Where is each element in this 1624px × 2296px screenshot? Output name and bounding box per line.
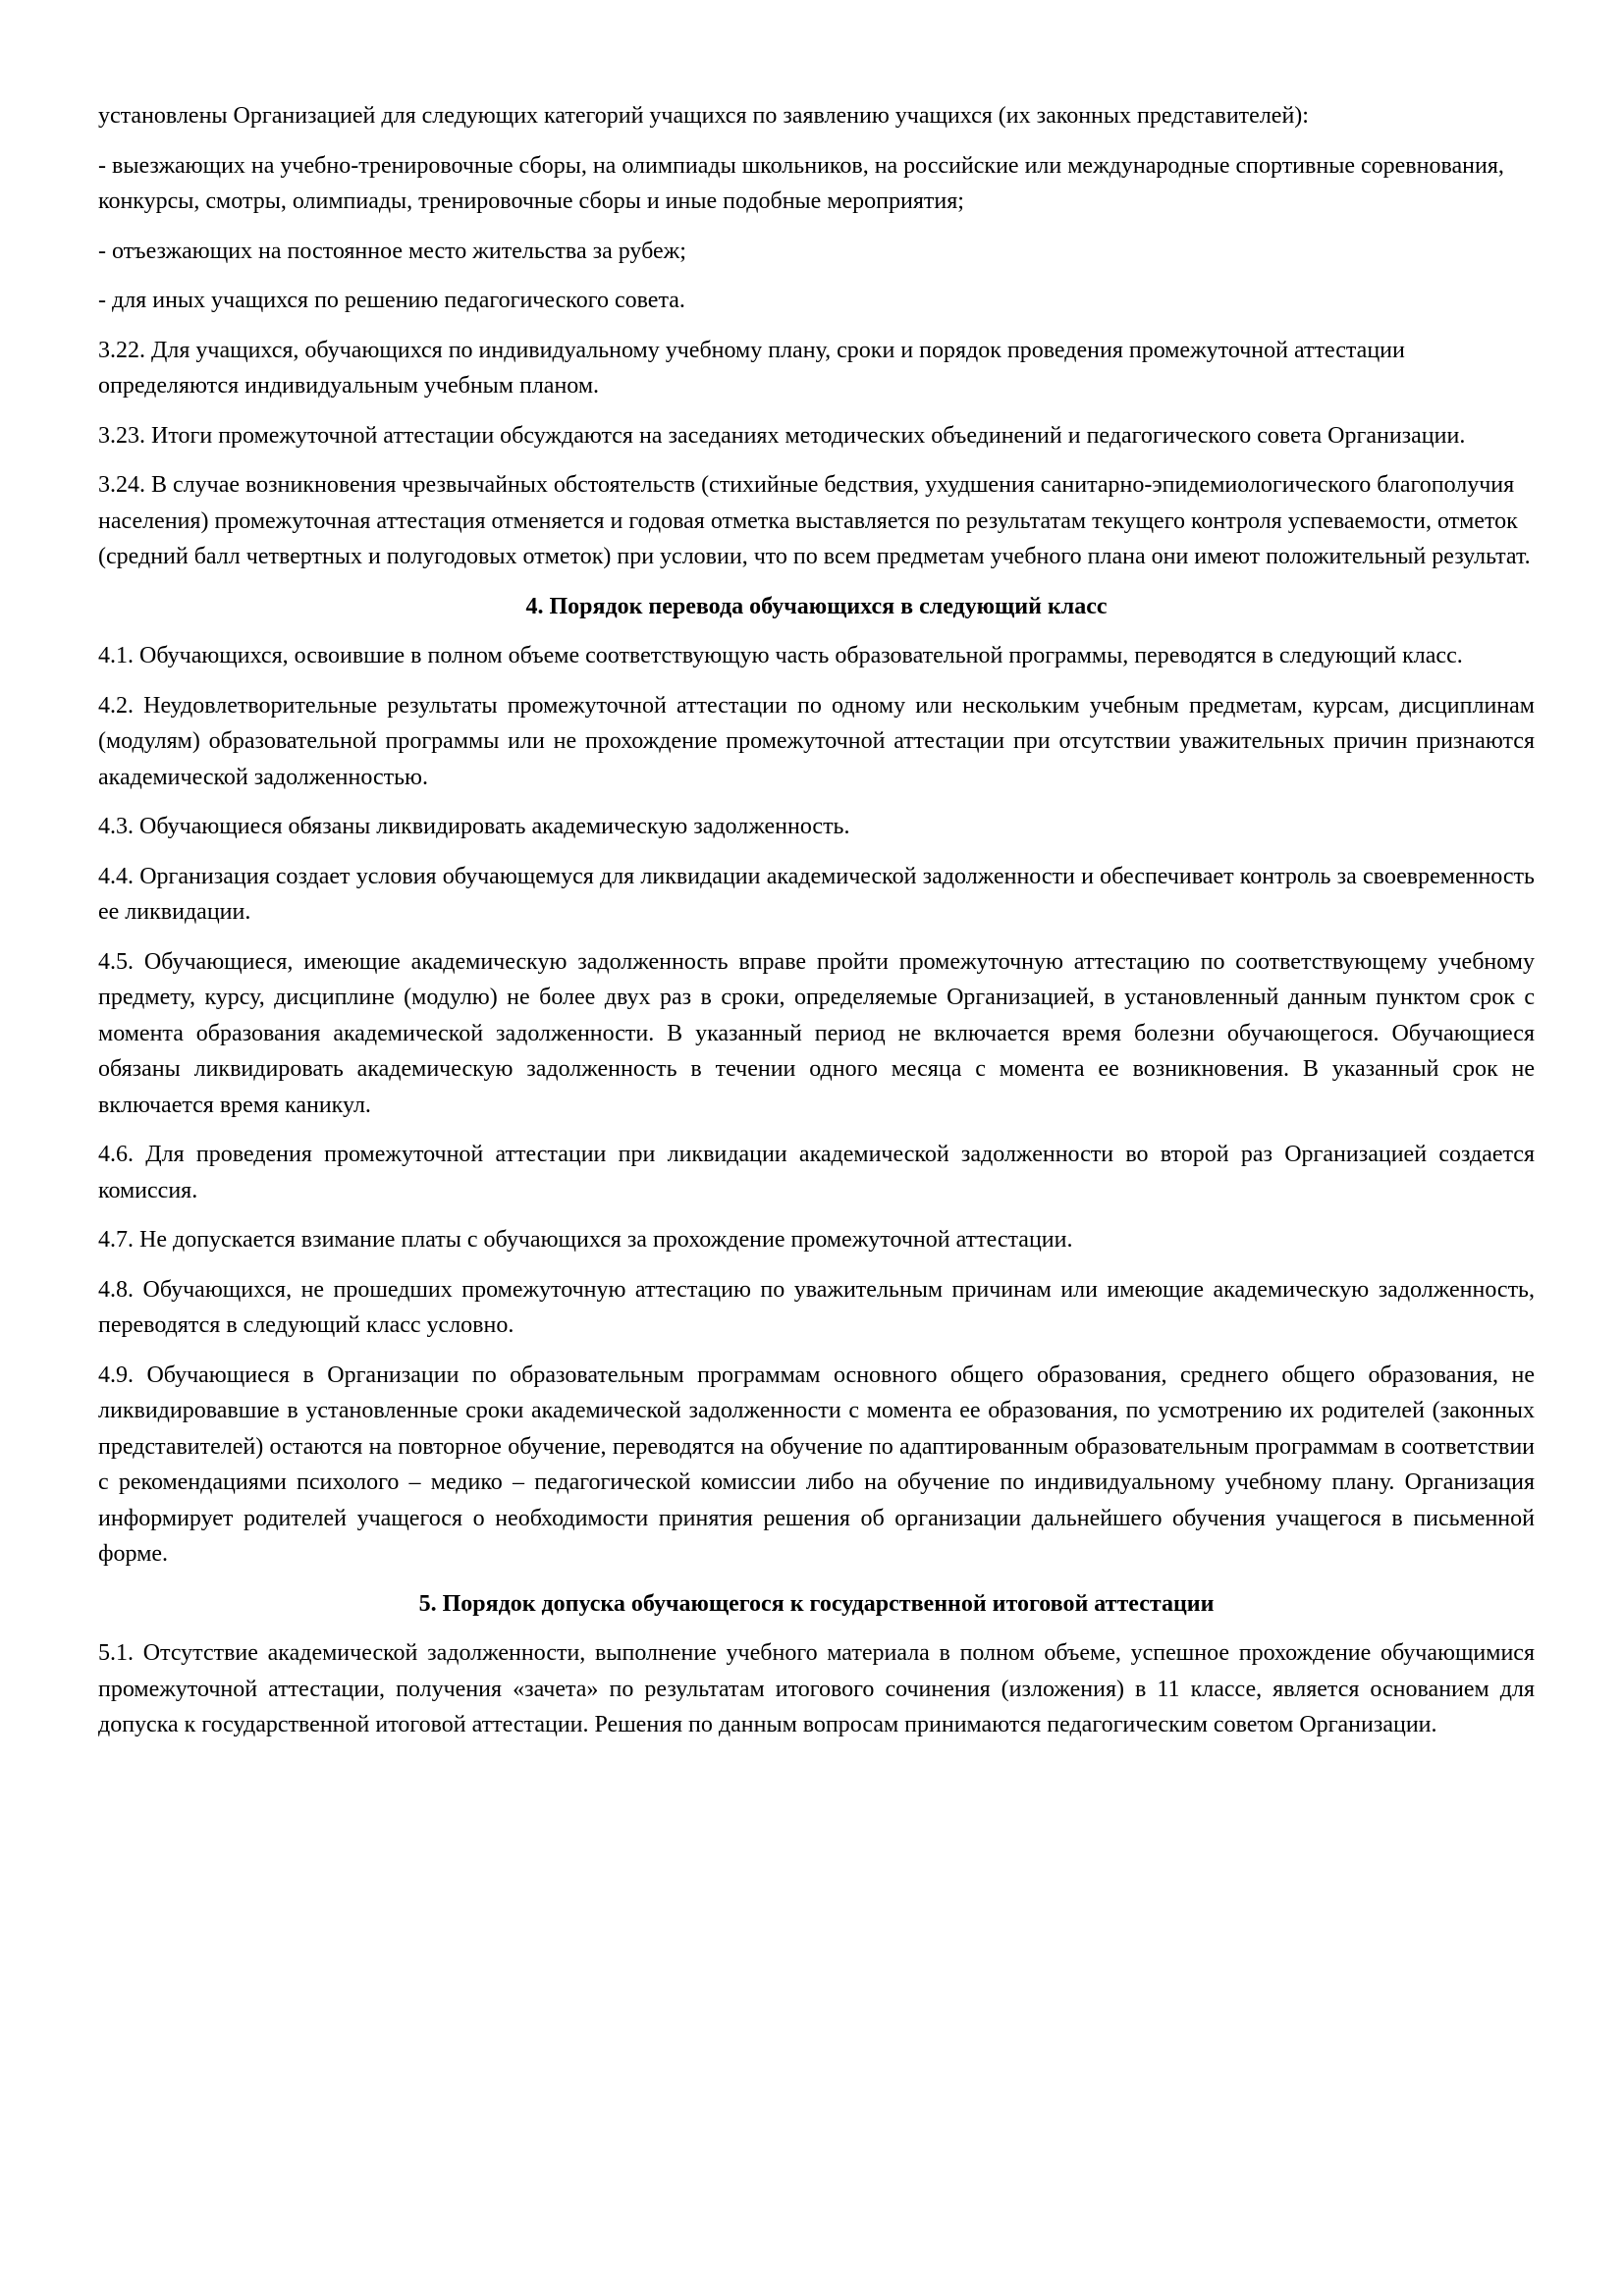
paragraph-list-item-other: - для иных учащихся по решению педагогического совета. bbox=[98, 288, 685, 313]
paragraph-4-1: 4.1. Обучающихся, освоившие в полном объеме соответствующую часть образовательной программы, переводятся в следующий класс. bbox=[98, 643, 1463, 668]
paragraph-list-item-abroad: - отъезжающих на постоянное место жительства за рубеж; bbox=[98, 238, 686, 264]
section-heading-5: 5. Порядок допуска обучающегося к государственной итоговой аттестации bbox=[418, 1590, 1215, 1617]
paragraph-3-23: 3.23. Итоги промежуточной аттестации обсуждаются на заседаниях методических объединений и педагогического совета Организации. bbox=[98, 422, 1466, 449]
paragraph-4-8: 4.8. Обучающихся, не прошедших промежуточную аттестацию по уважительным причинам или имеющие академическую задолженность, переводятся в следующий класс условно. bbox=[98, 1276, 1535, 1338]
paragraph-5-1: 5.1. Отсутствие академической задолженности, выполнение учебного материала в полном объеме, успешное прохождение обучающимися промежуточной аттестации, получения «зачета» по результатам итогового сочинения (изложения) в 11 классе, является основанием для допуска к государственной итоговой аттестации. Решения по данным вопросам принимаются педагогическим советом Организации. bbox=[98, 1640, 1535, 1737]
paragraph-4-3: 4.3. Обучающиеся обязаны ликвидировать академическую задолженность. bbox=[98, 814, 850, 839]
document-page bbox=[98, 98, 1535, 1757]
paragraph-4-6: 4.6. Для проведения промежуточной аттестации при ликвидации академической задолженности во второй раз Организацией создается комиссия. bbox=[98, 1142, 1535, 1203]
paragraph-categories-intro: установлены Организацией для следующих категорий учащихся по заявлению учащихся (их законных представителей): bbox=[98, 103, 1309, 129]
paragraph-3-24: 3.24. В случае возникновения чрезвычайных обстоятельств (стихийные бедствия, ухудшения санитарно-эпидемиологического благополучия населения) промежуточная аттестация отменяется и годовая отметка выставляется по результатам текущего контроля успеваемости, отметок (средний балл четвертных и полугодовых отметок) при условии, что по всем предметам учебного плана они имеют положительный результат. bbox=[98, 472, 1531, 569]
paragraph-4-2: 4.2. Неудовлетворительные результаты промежуточной аттестации по одному или нескольким учебным предметам, курсам, дисциплинам (модулям) образовательной программы или не прохождение промежуточной аттестации при отсутствии уважительных причин признаются академической задолженностью. bbox=[98, 692, 1535, 790]
paragraph-4-5: 4.5. Обучающиеся, имеющие академическую задолженность вправе пройти промежуточную аттестацию по соответствующему учебному предмету, курсу, дисциплине (модулю) не более двух раз в сроки, определяемые Организацией, в установленный данным пунктом срок с момента образования академической задолженности. В указанный период не включается время болезни обучающегося. Обучающиеся обязаны ликвидировать академическую задолженность в течении одного месяца с момента ее возникновения. В указанный срок не включается время каникул. bbox=[98, 948, 1535, 1118]
paragraph-4-4: 4.4. Организация создает условия обучающемуся для ликвидации академической задолженности и обеспечивает контроль за своевременность ее ликвидации. bbox=[98, 863, 1535, 925]
paragraph-4-9: 4.9. Обучающиеся в Организации по образовательным программам основного общего образования, среднего общего образования, не ликвидировавшие в установленные сроки академической задолженности с момента ее образования, по усмотрению их родителей (законных представителей) остаются на повторное обучение, переводятся на обучение по адаптированным образовательным программам в соответствии с рекомендациями психолого – медико – педагогической комиссии либо на обучение по индивидуальному учебному плану. Организация информирует родителей учащегося о необходимости принятия решения об организации дальнейшего обучения учащегося в письменной форме. bbox=[98, 1362, 1535, 1567]
paragraph-3-22: 3.22. Для учащихся, обучающихся по индивидуальному учебному плану, сроки и порядок проведения промежуточной аттестации определяются индивидуальным учебным планом. bbox=[98, 337, 1405, 399]
paragraph-list-item-sports: - выезжающих на учебно-тренировочные сборы, на олимпиады школьников, на российские или международные спортивные соревнования, конкурсы, смотры, олимпиады, тренировочные сборы и иные подобные мероприятия; bbox=[98, 152, 1504, 214]
paragraph-4-7: 4.7. Не допускается взимание платы с обучающихся за прохождение промежуточной аттестации. bbox=[98, 1227, 1073, 1253]
section-heading-4: 4. Порядок перевода обучающихся в следующий класс bbox=[525, 593, 1108, 619]
